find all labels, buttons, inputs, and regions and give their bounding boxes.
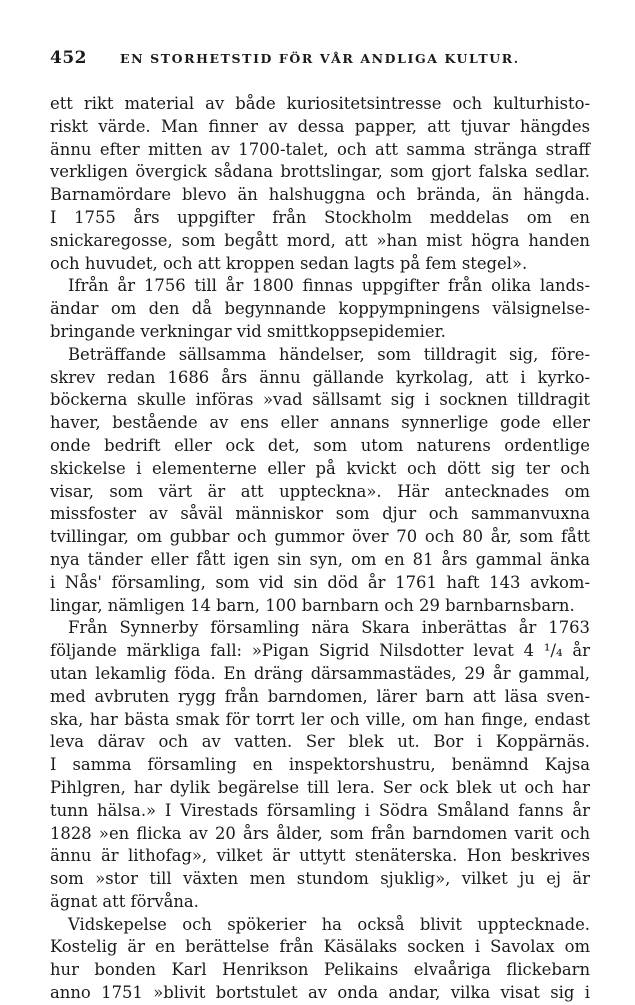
text-line: skickelse i elementerne eller på kvickt och dött sig ter och	[50, 458, 590, 478]
running-title: EN STORHETSTID FÖR VÅR ANDLIGA KULTUR.	[120, 51, 520, 66]
text-line: Ifrån år 1756 till år 1800 finnas uppgifter från olika lands-	[68, 276, 590, 296]
page-header	[50, 48, 590, 74]
text-line: Kostelig är en berättelse från Käsälaks socken i Savolax om	[50, 937, 590, 957]
text-line: följande märkliga fall: »Pigan Sigrid Nilsdotter levat 4 ¹/₄ år	[50, 641, 590, 661]
text-line: Barnamördare blevo än halshuggna och brända, än hängda.	[50, 185, 590, 205]
text-line: Beträffande sällsamma händelser, som tilldragit sig, före-	[68, 344, 590, 364]
text-line: 1828 »en flicka av 20 års ålder, som från barndomen varit och	[50, 823, 590, 843]
text-line: ännu efter mitten av 1700-talet, och att samma stränga straff	[50, 139, 590, 159]
text-line: onde bedrift eller ock det, som utom naturens ordentlige	[50, 435, 590, 455]
text-line: I samma församling en inspektorshustru, benämnd Kajsa	[50, 755, 590, 775]
text-line: ändar om den då begynnande koppympningens välsignelse-	[50, 299, 590, 319]
text-line: riskt värde. Man finner av dessa papper, att tjuvar hängdes	[50, 116, 590, 136]
text-line: böckerna skulle införas »vad sällsamt sig i socknen tilldragit	[50, 390, 590, 410]
text-line: skrev redan 1686 års ännu gällande kyrkolag, att i kyrko-	[50, 367, 590, 387]
text-line: visar, som värt är att uppteckna». Här antecknades om	[50, 481, 590, 501]
text-line: missfoster av såväl människor som djur och sammanvuxna	[50, 504, 590, 524]
text-line: anno 1751 »blivit bortstulet av onda andar, vilka visat sig i	[50, 983, 590, 1003]
text-line: med avbruten rygg från barndomen, lärer barn att läsa sven-	[50, 686, 590, 706]
text-line: tvillingar, om gubbar och gummor över 70 och 80 år, som fått	[50, 527, 590, 547]
text-line: i Nås' församling, som vid sin död år 1761 haft 143 avkom-	[50, 572, 590, 592]
text-line: nya tänder eller fått igen sin syn, om en 81 års gammal änka	[50, 549, 590, 569]
text-line: ägnat att förvåna.	[50, 891, 199, 911]
body-text	[50, 93, 590, 1005]
text-line: bringande verkningar vid smittkoppsepidemier.	[50, 321, 446, 341]
text-line: verkligen övergick sådana brottslingar, som gjort falska sedlar.	[50, 162, 590, 182]
text-line: Pihlgren, har dylik begärelse till lera. Ser ock blek ut och har	[50, 777, 590, 797]
text-line: ett rikt material av både kuriositetsintresse och kulturhisto-	[50, 94, 590, 113]
text-line: I 1755 års uppgifter från Stockholm meddelas om en	[50, 207, 590, 227]
text-line: tunn hälsa.» I Virestads församling i Södra Småland fanns år	[50, 800, 590, 820]
text-line: haver, bestående av ens eller annans synnerlige gode eller	[50, 413, 590, 433]
text-line: ännu är lithofag», vilket är uttytt stenäterska. Hon beskrives	[50, 846, 590, 866]
text-line: lingar, nämligen 14 barn, 100 barnbarn och 29 barnbarnsbarn.	[50, 595, 575, 615]
page-number: 452	[50, 48, 87, 68]
text-line: Vidskepelse och spökerier ha också blivit upptecknade.	[68, 914, 590, 934]
text-line: hur bonden Karl Henrikson Pelikains elvaåriga flickebarn	[50, 960, 590, 980]
text-line: Från Synnerby församling nära Skara inberättas år 1763	[68, 618, 590, 638]
text-line: ska, har bästa smak för torrt ler och ville, om han finge, endast	[50, 709, 590, 729]
text-line: utan lekamlig föda. En dräng därsammastädes, 29 år gammal,	[50, 663, 590, 683]
text-line: som »stor till växten men stundom sjuklig», vilket ju ej är	[50, 869, 590, 889]
text-line: och huvudet, och att kroppen sedan lagts på fem stegel».	[50, 253, 528, 273]
text-line: snickaregosse, som begått mord, att »han mist högra handen	[50, 230, 590, 250]
text-line: leva därav och av vatten. Ser blek ut. Bor i Koppärnäs.	[50, 732, 590, 752]
